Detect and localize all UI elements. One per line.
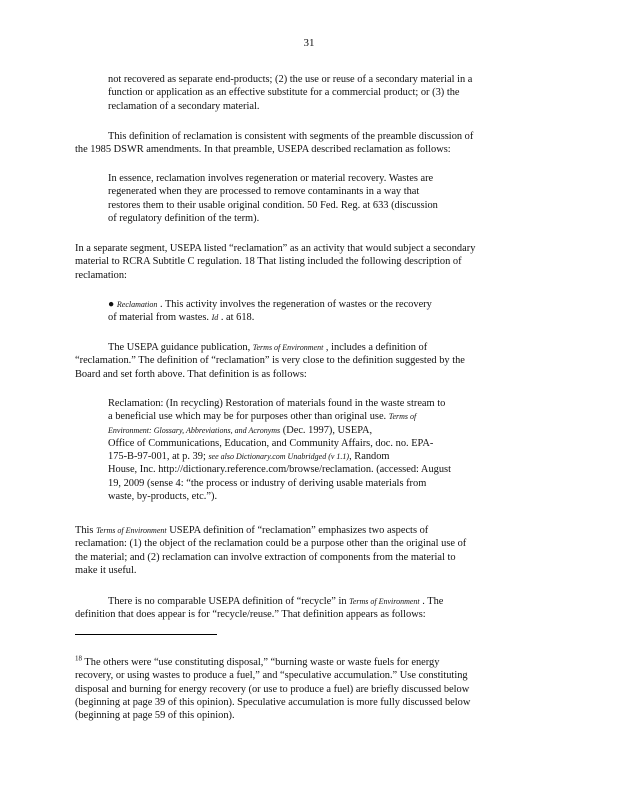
text-line: 175-B-97-001, at p. 39; see also Dictionary.com Unabridged (v 1.1), Random xyxy=(108,451,390,463)
paragraph-reclamation-consistent xyxy=(75,130,533,157)
text-line: “reclamation.” The definition of “reclamation” is very close to the definition suggested by the xyxy=(75,355,465,367)
text-line: $^{18}$ The others were “use constituting disposal,” “burning waste or waste fuels for energy xyxy=(75,654,440,668)
text-line: (beginning at page 59 of this opinion). xyxy=(75,710,235,722)
text-line: In essence, reclamation involves regeneration or material recovery. Wastes are xyxy=(108,173,434,184)
text-line: Environment: Glossary, Abbreviations, and Acronyms (Dec. 1997), USEPA, xyxy=(108,424,373,436)
footnote-18 xyxy=(75,656,533,722)
paragraph-two-aspects xyxy=(75,524,533,577)
text-line: the 1985 DSWR amendments. In that preamble, USEPA described reclamation as follows: xyxy=(75,144,451,156)
text-line: This definition of reclamation is consistent with segments of the preamble discussion of xyxy=(108,131,474,142)
text-line: restores them to their usable original condition. 50 Fed. Reg. at 633 (discussion xyxy=(108,199,438,211)
text-line: definition that does appear is for “recycle/reuse.” That definition appears as follows: xyxy=(75,609,426,621)
text-line: waste, by-products, etc.”). xyxy=(108,491,218,503)
text-line: not recovered as separate end-products; (2) the use or reuse of a secondary material in a xyxy=(108,74,473,85)
text-line: a beneficial use which may be for purposes other than original use. Terms of xyxy=(108,411,417,423)
paragraph-guidance-publication xyxy=(75,341,533,381)
text-line: ● Reclamation . This activity involves the regeneration of wastes or the recovery xyxy=(108,299,432,310)
text-line: 19, 2009 (sense 4: “the process or industry of deriving usable materials from xyxy=(108,477,427,489)
text-line: reclamation: xyxy=(75,269,127,281)
italic-title: Terms of xyxy=(388,412,417,422)
text-line: make it useful. xyxy=(75,564,137,576)
text-line: the material; and (2) reclamation can involve extraction of components from the material to xyxy=(75,551,456,563)
text-line: Board and set forth above. That definition is as follows: xyxy=(75,368,307,380)
text-line: function or application as an effective substitute for a commercial product; or (3) the xyxy=(108,87,460,99)
text-line: Office of Communications, Education, and Community Affairs, doc. no. EPA- xyxy=(108,437,434,449)
footnote-separator xyxy=(75,634,217,635)
italic-citation: see also Dictionary.com Unabridged (v 1.1) xyxy=(208,452,350,462)
paragraph-recycle xyxy=(75,595,533,622)
italic-title: Terms of Environment xyxy=(252,343,324,352)
text-line: reclamation of a secondary material. xyxy=(108,100,260,112)
italic-id: Id xyxy=(211,313,219,323)
paragraph-continuation xyxy=(108,73,533,113)
footnote-mark: 18 xyxy=(75,654,82,663)
page-number: 31 xyxy=(303,37,315,49)
text-line: recovery, or using wastes to produce a fuel,” and “speculative accumulation.” Use constituting xyxy=(75,670,468,682)
text-line: of material from wastes. Id . at 618. xyxy=(108,312,255,324)
text-line: material to RCRA Subtitle C regulation. 18 That listing included the following description of xyxy=(75,256,462,268)
text-line: reclamation: (1) the object of the reclamation could be a purpose other than the original use of xyxy=(75,538,467,550)
italic-title: Terms of Environment xyxy=(349,597,420,606)
block-quote-preamble xyxy=(108,172,493,225)
italic-title: Terms of Environment xyxy=(96,526,167,535)
text-line: This Terms of Environment USEPA definition of “reclamation” emphasizes two aspects of xyxy=(75,525,429,536)
italic-title: Environment: Glossary, Abbreviations, and Acronyms xyxy=(108,425,281,435)
text-line: House, Inc. http://dictionary.reference.com/browse/reclamation. (accessed: August xyxy=(108,464,451,476)
text-line: regenerated when they are processed to remove contaminants in a way that xyxy=(108,186,420,198)
text-line: There is no comparable USEPA definition of “recycle” in Terms of Environment . The xyxy=(108,596,444,607)
text-line: disposal and burning for energy recovery (or use to produce a fuel) are briefly discussed below xyxy=(75,683,470,695)
italic-term: Reclamation xyxy=(116,300,158,309)
paragraph-separate-segment xyxy=(75,242,533,282)
block-quote-definition xyxy=(108,397,503,503)
text-line: (beginning at page 39 of this opinion). Speculative accumulation is more fully discussed below xyxy=(75,696,471,708)
text-line: The USEPA guidance publication, Terms of Environment , includes a definition of xyxy=(108,342,428,353)
text-line: In a separate segment, USEPA listed “reclamation” as an activity that would subject a secondary xyxy=(75,243,476,254)
bullet-quote-reclamation xyxy=(108,298,498,325)
bullet-icon: ● xyxy=(108,299,115,310)
text-line: of regulatory definition of the term). xyxy=(108,212,260,224)
text-line: Reclamation: (In recycling) Restoration of materials found in the waste stream to xyxy=(108,398,446,409)
